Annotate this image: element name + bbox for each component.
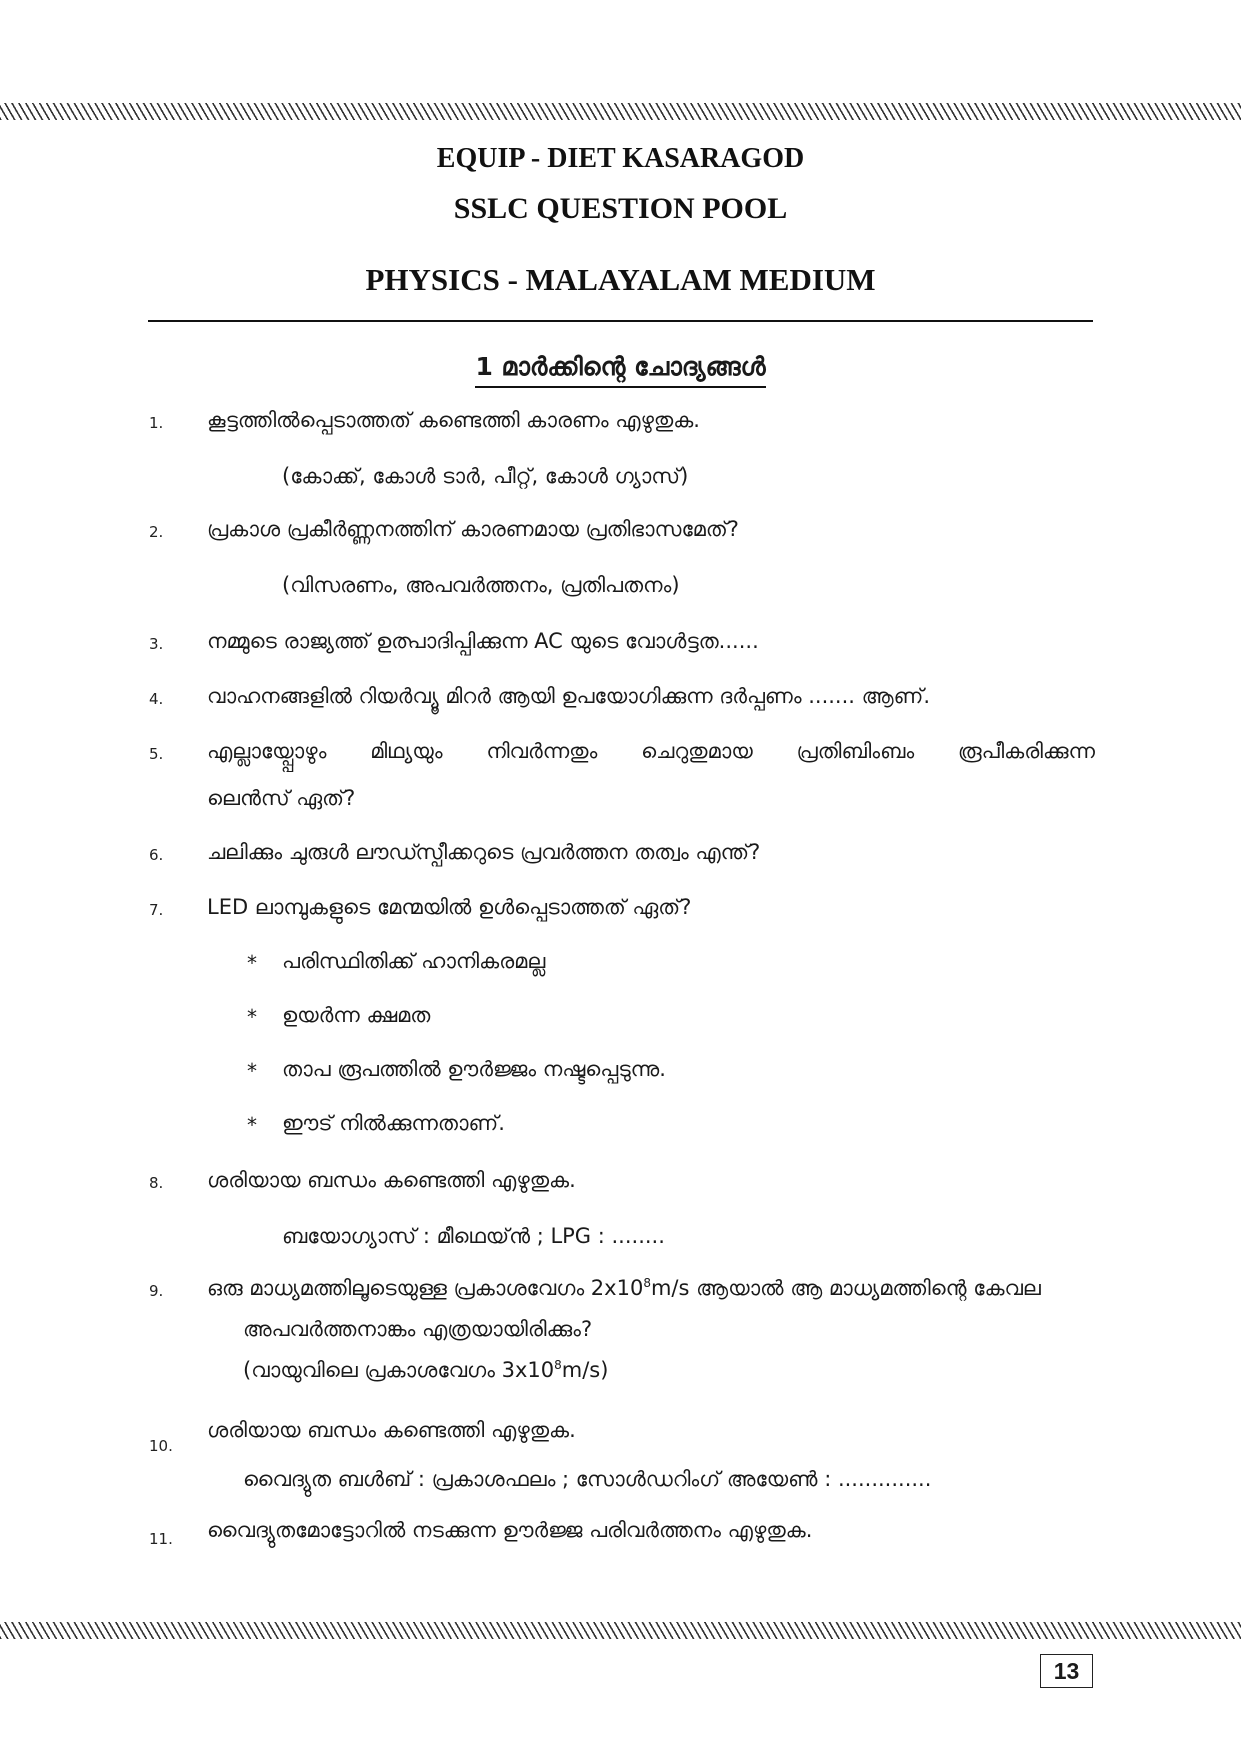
section-heading-text: 1 മാർക്കിന്റെ ചോദ്യങ്ങൾ — [475, 352, 765, 388]
question-text-part: m/s ആയാൽ ആ മാധ്യമത്തിന്റെ കേവല — [650, 1276, 1041, 1300]
top-stripe-border — [0, 103, 1241, 120]
superscript: 8 — [554, 1358, 562, 1372]
question-options: (വിസരണം, അപവർത്തനം, പ്രതിപതനം) — [282, 573, 680, 597]
page-number: 13 — [1040, 1654, 1093, 1688]
question-number: 7. — [149, 901, 164, 919]
hint-part: m/s) — [561, 1358, 609, 1382]
question-text: എല്ലായ്പ്പോഴും മിഥ്യയും നിവർന്നതും ചെറുതുമായ പ്രതിബിംബം രൂപീകരിക്കുന്ന — [207, 739, 1095, 763]
question-text-continued: ലെൻസ് ഏത്? — [207, 786, 356, 810]
header-institute: EQUIP - DIET KASARAGOD — [436, 143, 805, 174]
question-number: 2. — [149, 523, 164, 541]
question-text-part: ഒരു മാധ്യമത്തിലൂടെയുള്ള പ്രകാശവേഗം 2x10 — [207, 1276, 644, 1300]
bullet-icon: * — [247, 951, 257, 975]
option-2: ഉയർന്ന ക്ഷമത — [282, 1003, 431, 1027]
question-text — [207, 1276, 1041, 1301]
question-text-continued: അപവർത്തനാങ്കം എത്രയായിരിക്കും? — [243, 1317, 593, 1341]
bullet-icon: * — [247, 1005, 257, 1029]
question-number: 8. — [149, 1174, 164, 1192]
question-text: നമ്മുടെ രാജ്യത്ത് ഉത്പാദിപ്പിക്കുന്ന AC യുടെ വോൾട്ടത...... — [207, 629, 759, 653]
question-text: ശരിയായ ബന്ധം കണ്ടെത്തി എഴുതുക. — [207, 1418, 576, 1442]
question-number: 6. — [149, 846, 164, 864]
question-relation: വൈദ്യുത ബൾബ് : പ്രകാശഫലം ; സോൾഡറിംഗ് അയേൺ : .............. — [243, 1467, 932, 1491]
question-options: (കോക്ക്, കോൾ ടാർ, പീറ്റ്, കോൾ ഗ്യാസ്) — [282, 464, 689, 488]
section-heading — [0, 352, 1241, 388]
question-text: വാഹനങ്ങളിൽ റിയർവ്യൂ മിറർ ആയി ഉപയോഗിക്കുന്ന ദർപ്പണം ....... ആണ്. — [207, 684, 931, 708]
header-title: SSLC QUESTION POOL — [453, 192, 788, 225]
question-number: 1. — [149, 414, 164, 432]
question-number: 4. — [149, 690, 164, 708]
option-1: പരിസ്ഥിതിക്ക് ഹാനികരമല്ല — [282, 949, 546, 973]
question-number: 11. — [149, 1530, 173, 1548]
question-number: 5. — [149, 745, 164, 763]
question-number: 9. — [149, 1282, 164, 1300]
question-text: ശരിയായ ബന്ധം കണ്ടെത്തി എഴുതുക. — [207, 1168, 576, 1192]
question-number: 10. — [149, 1437, 173, 1455]
bullet-icon: * — [247, 1113, 257, 1137]
option-3: താപ രൂപത്തിൽ ഊർജ്ജം നഷ്ടപ്പെടുന്നു. — [282, 1057, 666, 1081]
question-number: 3. — [149, 635, 164, 653]
question-text: പ്രകാശ പ്രകീർണ്ണനത്തിന് കാരണമായ പ്രതിഭാസമേത്? — [207, 517, 739, 541]
bullet-icon: * — [247, 1059, 257, 1083]
question-text: LED ലാമ്പുകളുടെ മേന്മയിൽ ഉൾപ്പെടാത്തത് ഏത്? — [207, 895, 692, 919]
superscript: 8 — [643, 1276, 651, 1290]
question-hint — [243, 1358, 608, 1383]
bottom-stripe-border — [0, 1622, 1241, 1639]
header-subject: PHYSICS - MALAYALAM MEDIUM — [365, 262, 876, 297]
question-text: കൂട്ടത്തിൽപ്പെടാത്തത് കണ്ടെത്തി കാരണം എഴുതുക. — [207, 408, 700, 432]
question-relation: ബയോഗ്യാസ് : മീഥെയ്ൻ ; LPG : ........ — [282, 1224, 665, 1248]
option-4: ഈട് നിൽക്കുന്നതാണ്. — [282, 1111, 505, 1135]
question-text: വൈദ്യുതമോട്ടോറിൽ നടക്കുന്ന ഊർജ്ജ പരിവർത്തനം എഴുതുക. — [207, 1518, 813, 1542]
header-rule — [148, 320, 1093, 322]
hint-part: (വായുവിലെ പ്രകാശവേഗം 3x10 — [243, 1358, 555, 1382]
question-text: ചലിക്കും ചുരുൾ ലൗഡ്സ്പീക്കറുടെ പ്രവർത്തന തത്വം എന്ത്? — [207, 840, 761, 864]
